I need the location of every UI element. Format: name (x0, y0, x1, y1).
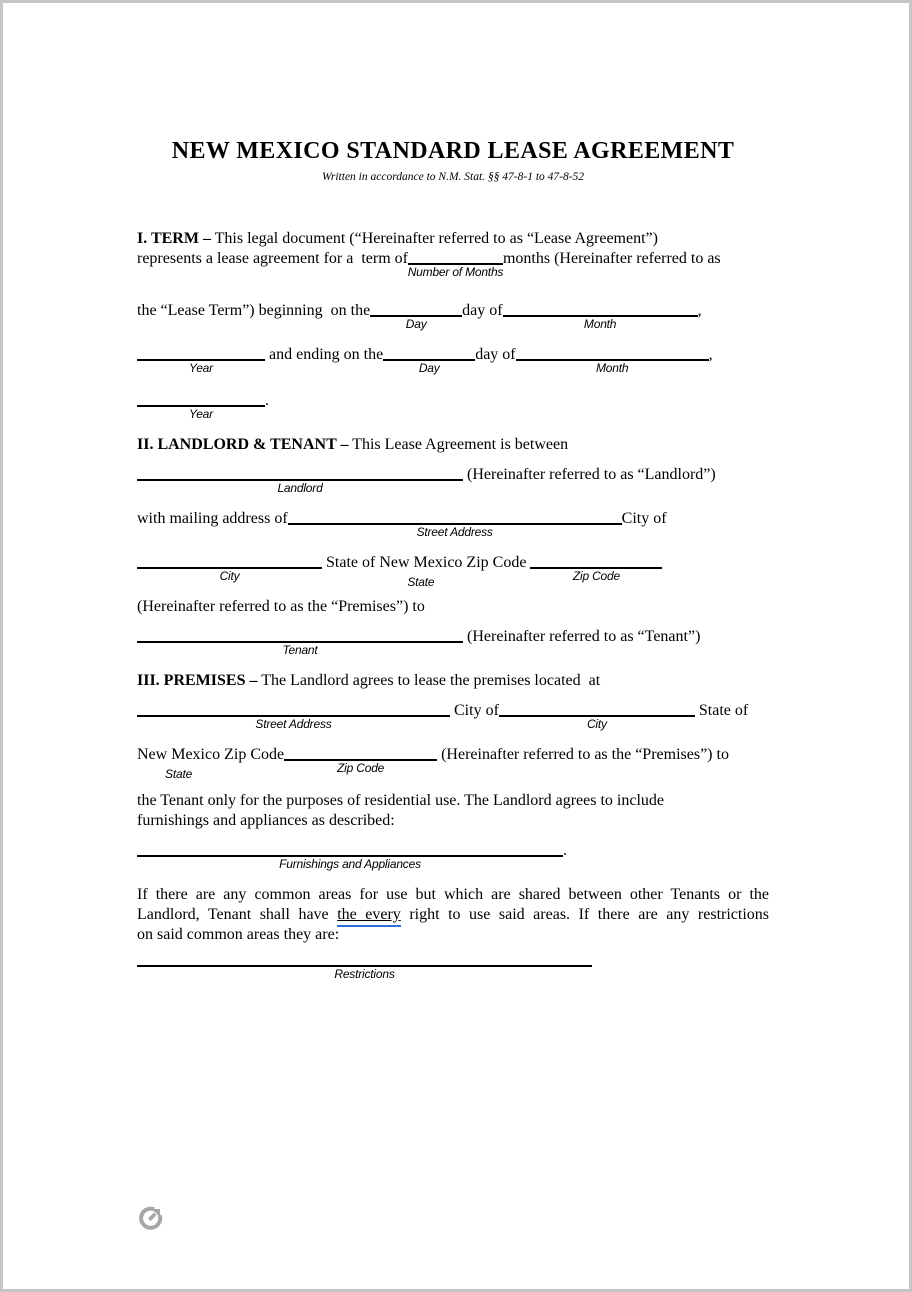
city-of-text: City of (454, 702, 499, 719)
landlord-city-state-zip-line (137, 553, 769, 589)
state-name-text: New Mexico (137, 746, 221, 763)
begin-day-field[interactable] (370, 315, 462, 331)
day-of-text: day of (462, 302, 503, 319)
zip-code-text: Zip Code (466, 554, 527, 571)
label-landlord: Landlord (277, 481, 323, 495)
comma-text: , (708, 346, 713, 363)
label-restrictions: Restrictions (334, 967, 395, 981)
premises-city-field[interactable] (499, 715, 695, 731)
label-zip-code: Zip Code (572, 569, 620, 583)
label-street-address: Street Address (416, 525, 493, 539)
common-areas-paragraph (137, 885, 769, 945)
term-intro-line1 (137, 229, 769, 249)
landlord-tenant-section-heading: II. LANDLORD & TENANT – (137, 436, 349, 453)
city-of-text: City of (621, 510, 667, 527)
premises-to-text: (Hereinafter referred to as the “Premises”) to (137, 598, 425, 615)
premises-heading-rest: The Landlord agrees to lease the premises located at (261, 672, 601, 689)
landlord-zip-field[interactable] (530, 567, 662, 583)
circular-arrow-icon[interactable] (137, 1204, 165, 1232)
state-of-text: State of (326, 554, 376, 571)
term-section-heading: I. TERM – (137, 230, 211, 247)
label-state: State (165, 767, 193, 781)
tenant-name-field[interactable] (137, 641, 463, 657)
label-day: Day (405, 317, 427, 331)
begin-year-field[interactable] (137, 359, 265, 375)
premises-zip-field[interactable] (284, 759, 437, 775)
furnishings-field[interactable] (137, 855, 563, 871)
grammar-flagged-text: the every (337, 906, 401, 923)
state-of-text: State of (698, 702, 749, 719)
label-day: Day (418, 361, 440, 375)
furnishings-line (137, 841, 769, 871)
landlord-city-field[interactable] (137, 567, 322, 583)
label-tenant: Tenant (282, 643, 318, 657)
grammar-check-underline[interactable] (337, 906, 401, 927)
label-year: Year (189, 407, 213, 421)
label-zip-code: Zip Code (337, 761, 385, 775)
landlord-name-line (137, 465, 769, 495)
residential-use-paragraph (137, 791, 769, 831)
restrictions-field[interactable] (137, 965, 592, 981)
term-intro-text3: months (Hereinafter referred to as (502, 250, 721, 267)
common-areas-line3 (137, 925, 769, 945)
common-areas-line2 (137, 905, 769, 925)
residential-use-line1 (137, 791, 769, 811)
tenant-name-line (137, 627, 769, 657)
landlord-tenant-heading-line (137, 435, 769, 455)
state-name-wrap (379, 553, 463, 589)
circular-arrow-icon-svg (137, 1204, 165, 1232)
document-body (137, 229, 769, 1232)
state-name-wrap (137, 745, 221, 781)
comma-text: , (697, 302, 702, 319)
common-areas-text4: on said common areas they are: (137, 926, 340, 943)
end-year-field[interactable] (137, 405, 265, 421)
residential-use-text2: furnishings and appliances as described: (137, 812, 395, 829)
common-areas-text2: Landlord, Tenant shall have (137, 906, 329, 923)
term-begin-text: the “Lease Term”) beginning on the (137, 302, 371, 319)
term-end-year-line (137, 391, 769, 421)
document-title: NEW MEXICO STANDARD LEASE AGREEMENT (171, 138, 735, 164)
term-intro-line2 (137, 249, 769, 279)
label-number-of-months: Number of Months (407, 265, 504, 279)
end-day-field[interactable] (383, 359, 475, 375)
lease-term-months-field[interactable] (407, 263, 504, 279)
common-areas-line1 (137, 885, 769, 905)
premises-street-address-field[interactable] (137, 715, 450, 731)
landlord-tenant-heading-rest: This Lease Agreement is between (352, 436, 569, 453)
premises-heading-line (137, 671, 769, 691)
landlord-street-address-field[interactable] (288, 523, 622, 539)
label-month: Month (595, 361, 629, 375)
premises-section-heading: III. PREMISES – (137, 672, 258, 689)
label-city: City (586, 717, 607, 731)
residential-use-text1: the Tenant only for the purposes of residential use. The Landlord agrees to include (137, 792, 665, 809)
tenant-suffix-text: (Hereinafter referred to as “Tenant”) (467, 628, 701, 645)
landlord-name-field[interactable] (137, 479, 463, 495)
zip-code-text: Zip Code (224, 746, 285, 763)
state-name-text: New Mexico (379, 554, 463, 571)
restrictions-line (137, 951, 769, 981)
common-areas-text1: If there are any common areas for use but which are shared between other Tenants or the (137, 886, 769, 903)
label-furnishings: Furnishings and Appliances (279, 857, 421, 871)
premises-street-city-line (137, 701, 769, 731)
label-street-address: Street Address (255, 717, 332, 731)
day-of-text: day of (475, 346, 516, 363)
landlord-suffix-text: (Hereinafter referred to as “Landlord”) (467, 466, 716, 483)
term-begin-line (137, 301, 769, 331)
term-intro-text1: This legal document (“Hereinafter referred to as “Lease Agreement”) (214, 230, 658, 247)
end-month-field[interactable] (516, 359, 709, 375)
document-subtitle: Written in accordance to N.M. Stat. §§ 47-8-1 to 47-8-52 (321, 171, 585, 183)
premises-to-text: (Hereinafter referred to as the “Premises”) to (441, 746, 729, 763)
term-intro-text2: represents a lease agreement for a term of (137, 250, 408, 267)
residential-use-line2 (137, 811, 769, 831)
landlord-premises-to-line (137, 597, 769, 617)
term-ending-text: and ending on the (269, 346, 384, 363)
period-text: . (265, 392, 269, 409)
premises-zip-line (137, 745, 769, 781)
common-areas-text3: right to use said areas. If there are any restrictions (409, 906, 770, 923)
period-text: . (563, 842, 567, 859)
label-month: Month (583, 317, 617, 331)
landlord-mailing-line (137, 509, 769, 539)
begin-month-field[interactable] (503, 315, 698, 331)
page-content (3, 3, 909, 1232)
label-year: Year (189, 361, 213, 375)
label-state: State (407, 575, 435, 589)
mailing-address-text: with mailing address of (137, 510, 288, 527)
label-city: City (219, 569, 240, 583)
term-ending-line (137, 345, 769, 375)
